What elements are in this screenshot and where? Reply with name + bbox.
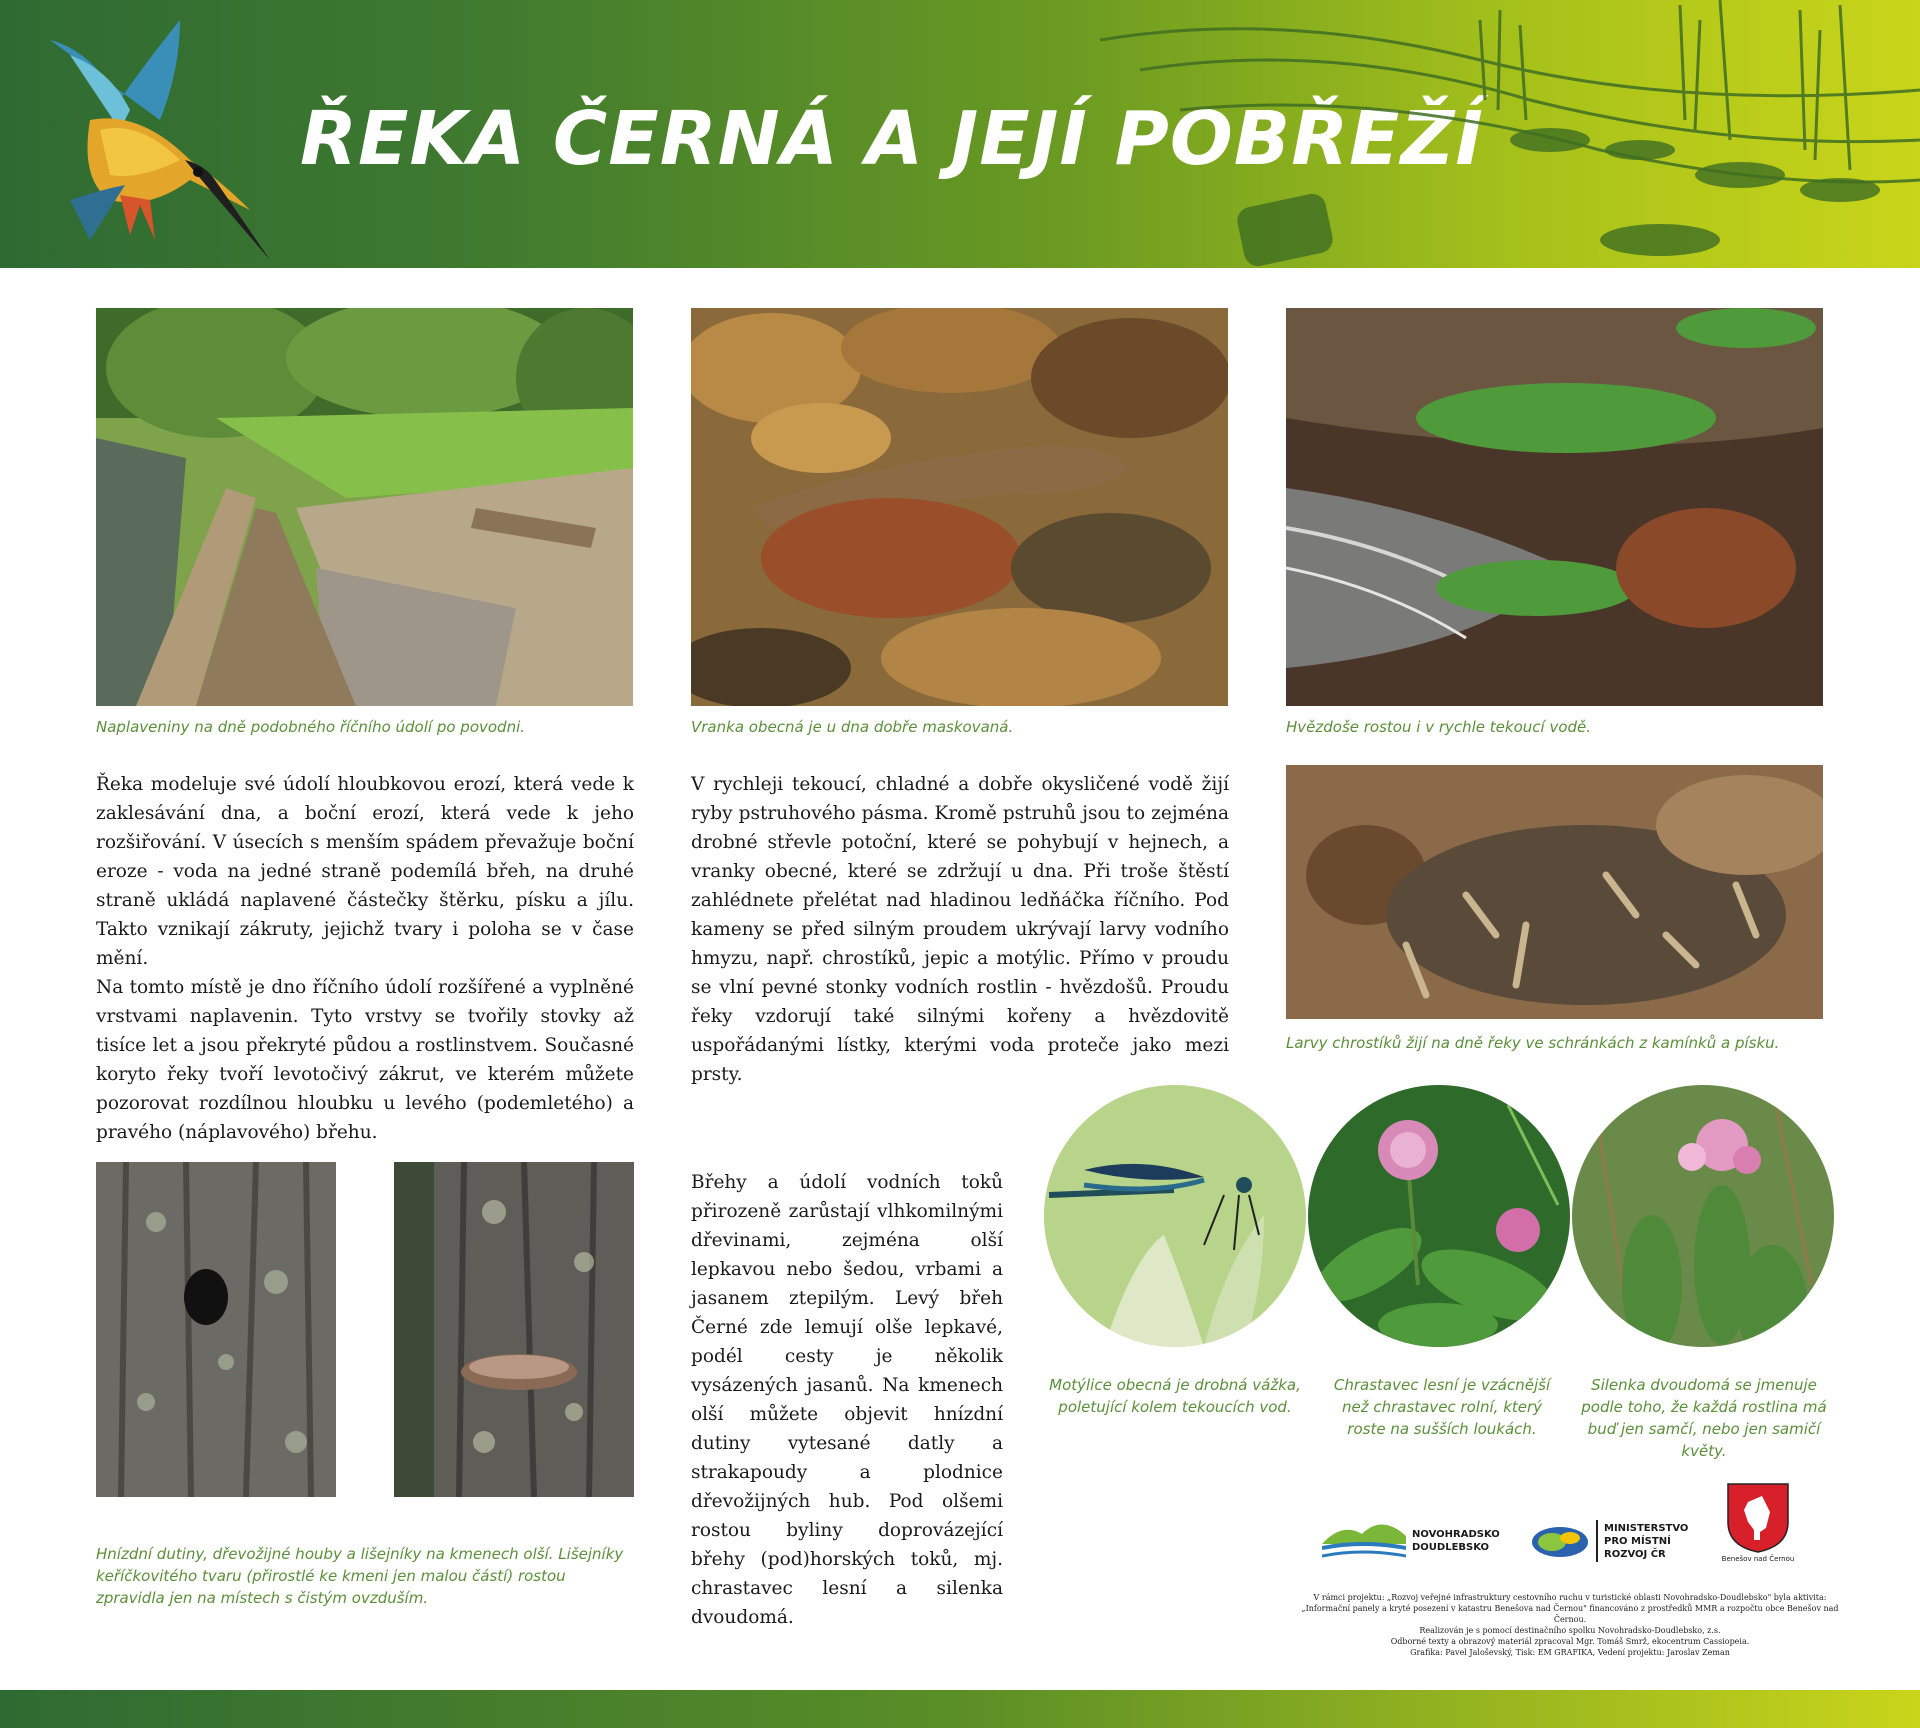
header-banner <box>0 0 1920 268</box>
credits-line-3: Realizován je s pomocí destinačního spolku Novohradsko-Doudlebsko, z.s. <box>1419 1626 1721 1635</box>
page-title: ŘEKA ČERNÁ A JEJÍ POBŘEŽÍ <box>300 96 1484 182</box>
photo-damselfly <box>1044 1085 1306 1347</box>
credits <box>1300 1592 1840 1658</box>
caption-silene: Silenka dvoudomá se jmenuje podle toho, že každá rostlina má buď jen samčí, nebo jen samičí květy. <box>1581 1376 1827 1460</box>
mmr-line-3: ROZVOJ ČR <box>1604 1549 1666 1560</box>
caption-trees: Hnízdní dutiny, dřevožijné houby a lišejníky na kmenech olší. Lišejníky keříčkovitého tvaru (přirostlé ke kmeni jen malou částí) rostou zpravidla jen na místech s čistým ovzduším. <box>96 1545 624 1607</box>
caption-photo-water-starwort: Hvězdoše rostou i v rychle tekoucí vodě. <box>1286 718 1592 736</box>
logo-novohradsko <box>1322 1510 1502 1562</box>
photo-caddisfly-larvae <box>1286 765 1823 1019</box>
novohradsko-name: NOVOHRADSKO <box>1412 1529 1500 1540</box>
caption-knautia: Chrastavec lesní je vzácnější než chrastavec rolní, který roste na sušších loukách. <box>1333 1376 1551 1438</box>
photo-tree-cavity <box>96 1162 336 1497</box>
mmr-emblem-icon <box>1530 1524 1590 1560</box>
caption-photo-floodplain: Naplaveniny na dně podobného říčního údolí po povodni. <box>96 718 526 736</box>
text-column-2-bottom <box>691 1168 1003 1632</box>
credits-line-2: „Informační panely a kryté posezení v katastru Benešova nad Černou" financováno z prostředků MMR a rozpočtu obce Benešov nad Černou. <box>1301 1604 1839 1624</box>
text-column-1 <box>96 770 634 1147</box>
benesov-coat-of-arms-icon <box>1726 1482 1790 1554</box>
paragraph-trees: Břehy a údolí vodních toků přirozeně zarůstají vlhkomilnými dřevinami, zejména olší lepkavou nebo šedou, vrbami a jasanem ztepilým. Levý břeh Černé zde lemují olše lepkavé, podél cesty je několik vysázených jasanů. Na kmenech olší můžete objevit hnízdní dutiny vytesané datly a strakapoudy a plodnice dřevožijných hub. Pod olšemi rostou byliny doprovázející břehy (pod)horských toků, mj. chrastavec lesní a silenka dvoudomá. <box>691 1172 1003 1628</box>
logo-mmr <box>1530 1520 1700 1566</box>
caption-photo-bullhead-fish: Vranka obecná je u dna dobře maskovaná. <box>691 718 1014 736</box>
kingfisher-illustration <box>30 10 270 260</box>
photo-bullhead-fish <box>691 308 1228 706</box>
credits-line-1: V rámci projektu: „Rozvoj veřejné infrastruktury cestovního ruchu v turistické oblasti Novohradsko-Doudlebsko" byla aktivita: <box>1313 1593 1827 1602</box>
mmr-line-2: PRO MÍSTNÍ <box>1604 1536 1671 1547</box>
benesov-name: Benešov nad Černou <box>1721 1555 1795 1563</box>
credits-line-4: Odborné texty a obrazový materiál zpracoval Mgr. Tomáš Smrž, ekocentrum Cassiopeia. <box>1390 1637 1750 1646</box>
caption-photo-caddisfly-larvae: Larvy chrostíků žijí na dně řeky ve schránkách z kamínků a písku. <box>1286 1034 1780 1052</box>
footer-bar <box>0 1690 1920 1728</box>
logo-benesov <box>1721 1482 1795 1566</box>
photo-floodplain <box>96 308 633 706</box>
credits-line-5: Grafika: Pavel Jaloševský, Tisk: EM GRAFIKA, Vedení projektu: Jaroslav Zeman <box>1410 1648 1730 1657</box>
river-reeds-illustration <box>1080 0 1920 268</box>
text-column-2-top <box>691 770 1229 1089</box>
photo-water-starwort <box>1286 308 1823 706</box>
photo-knautia <box>1308 1085 1570 1347</box>
doudlebsko-name: DOUDLEBSKO <box>1412 1542 1490 1553</box>
paragraph-erosion: Řeka modeluje své údolí hloubkovou erozí, která vede k zaklesávání dna, a boční erozí, která vede k jeho rozšiřování. V úsecích s menším spádem převažuje boční eroze - voda na jedné straně podemílá břeh, na druhé straně ukládá naplavené částečky štěrku, písku a jílu. Takto vznikají zákruty, jejichž tvary i poloha se v čase mění. <box>96 774 634 969</box>
photo-tree-bracket-fungus <box>394 1162 634 1497</box>
caption-damselfly: Motýlice obecná je drobná vážka, poletující kolem tekoucích vod. <box>1049 1376 1301 1416</box>
novohradsko-hills-icon <box>1322 1514 1406 1560</box>
paragraph-floodplain: Na tomto místě je dno říčního údolí rozšířené a vyplněné vrstvami naplavenin. Tyto vrstvy se tvořily stovky až tisíce let a jsou překryté půdou a rostlinstvem. Současné koryto řeky tvoří levotočivý zákrut, ve kterém můžete pozorovat rozdílnou hloubku u levého (podemletého) a pravého (náplavového) břehu. <box>96 977 634 1143</box>
photo-silene <box>1572 1085 1834 1347</box>
paragraph-fish: V rychleji tekoucí, chladné a dobře okysličené vodě žijí ryby pstruhového pásma. Kromě pstruhů jsou to zejména drobné střevle potoční, které se pohybují v hejnech, a vranky obecné, které se zdržují u dna. Při troše štěstí zahlédnete přelétat nad hladinou ledňáčka říčního. Pod kameny se před silným proudem ukrývají larvy vodního hmyzu, např. chrostíků, jepic a motýlic. Přímo v proudu se vlní pevné stonky vodních rostlin - hvězdošů. Proudu řeky vzdorují také silnými kořeny a hvězdovitě uspořádanými lístky, kterými voda proteče jako mezi prsty. <box>691 774 1229 1085</box>
mmr-line-1: MINISTERSTVO <box>1604 1523 1689 1534</box>
